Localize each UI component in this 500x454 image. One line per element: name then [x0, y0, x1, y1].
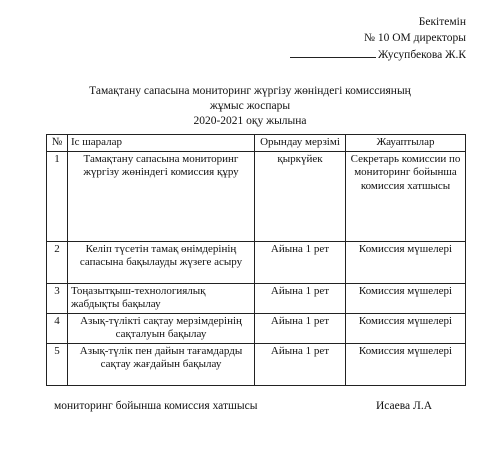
row-number: 3 — [47, 283, 68, 313]
header-deadline: Орындау мерзімі — [255, 135, 346, 152]
row-activity: Келіп түсетін тамақ өнімдерінің сапасына бақылауды жүзеге асыру — [68, 241, 255, 283]
secretary-role: мониторинг бойынша комиссия хатшысы — [54, 400, 258, 412]
row-responsible: Комиссия мүшелері — [346, 343, 466, 385]
row-deadline: Айына 1 рет — [255, 313, 346, 343]
approval-block — [266, 14, 466, 63]
row-deadline: қыркүйек — [255, 151, 346, 241]
director-name: Жусупбекова Ж.К — [377, 49, 466, 61]
row-activity: Тоңазытқыш-технологиялық жабдықты бақылау — [68, 283, 255, 313]
plan-table — [46, 134, 466, 386]
director-signature-line — [266, 46, 466, 63]
row-activity: Тамақтану сапасына мониторинг жүргізу жөніндегі комиссия құру — [68, 151, 255, 241]
signature-underline — [290, 46, 376, 58]
row-deadline: Айына 1 рет — [255, 343, 346, 385]
table-row — [47, 151, 466, 241]
director-position: № 10 ОМ директоры — [363, 32, 466, 44]
row-responsible: Комиссия мүшелері — [346, 313, 466, 343]
title-line-1: Тамақтану сапасына мониторинг жүргізу жөніндегі комиссияның — [89, 85, 411, 97]
row-deadline: Айына 1 рет — [255, 283, 346, 313]
header-activities: Іс шаралар — [68, 135, 255, 152]
document-title — [60, 84, 440, 129]
header-responsible: Жауаптылар — [346, 135, 466, 152]
title-line-2: жұмыс жоспары — [209, 100, 291, 112]
row-responsible: Комиссия мүшелері — [346, 283, 466, 313]
row-number: 4 — [47, 313, 68, 343]
row-number: 5 — [47, 343, 68, 385]
table-row — [47, 241, 466, 283]
table-row — [47, 283, 466, 313]
title-line-3: 2020-2021 оқу жылына — [193, 115, 307, 127]
table-row — [47, 313, 466, 343]
approve-word: Бекітемін — [418, 16, 466, 28]
table-header-row — [47, 135, 466, 152]
row-number: 2 — [47, 241, 68, 283]
row-deadline: Айына 1 рет — [255, 241, 346, 283]
row-responsible: Комиссия мүшелері — [346, 241, 466, 283]
row-activity: Азық-түлік пен дайын тағамдарды сақтау жағдайын бақылау — [68, 343, 255, 385]
secretary-name: Исаева Л.А — [376, 400, 432, 412]
row-number: 1 — [47, 151, 68, 241]
table-row — [47, 343, 466, 385]
row-activity: Азық-түлікті сақтау мерзімдерінің сақталуын бақылау — [68, 313, 255, 343]
header-number: № — [47, 135, 68, 152]
row-responsible: Секретарь комиссии по мониторинг бойынша комиссия хатшысы — [346, 151, 466, 241]
